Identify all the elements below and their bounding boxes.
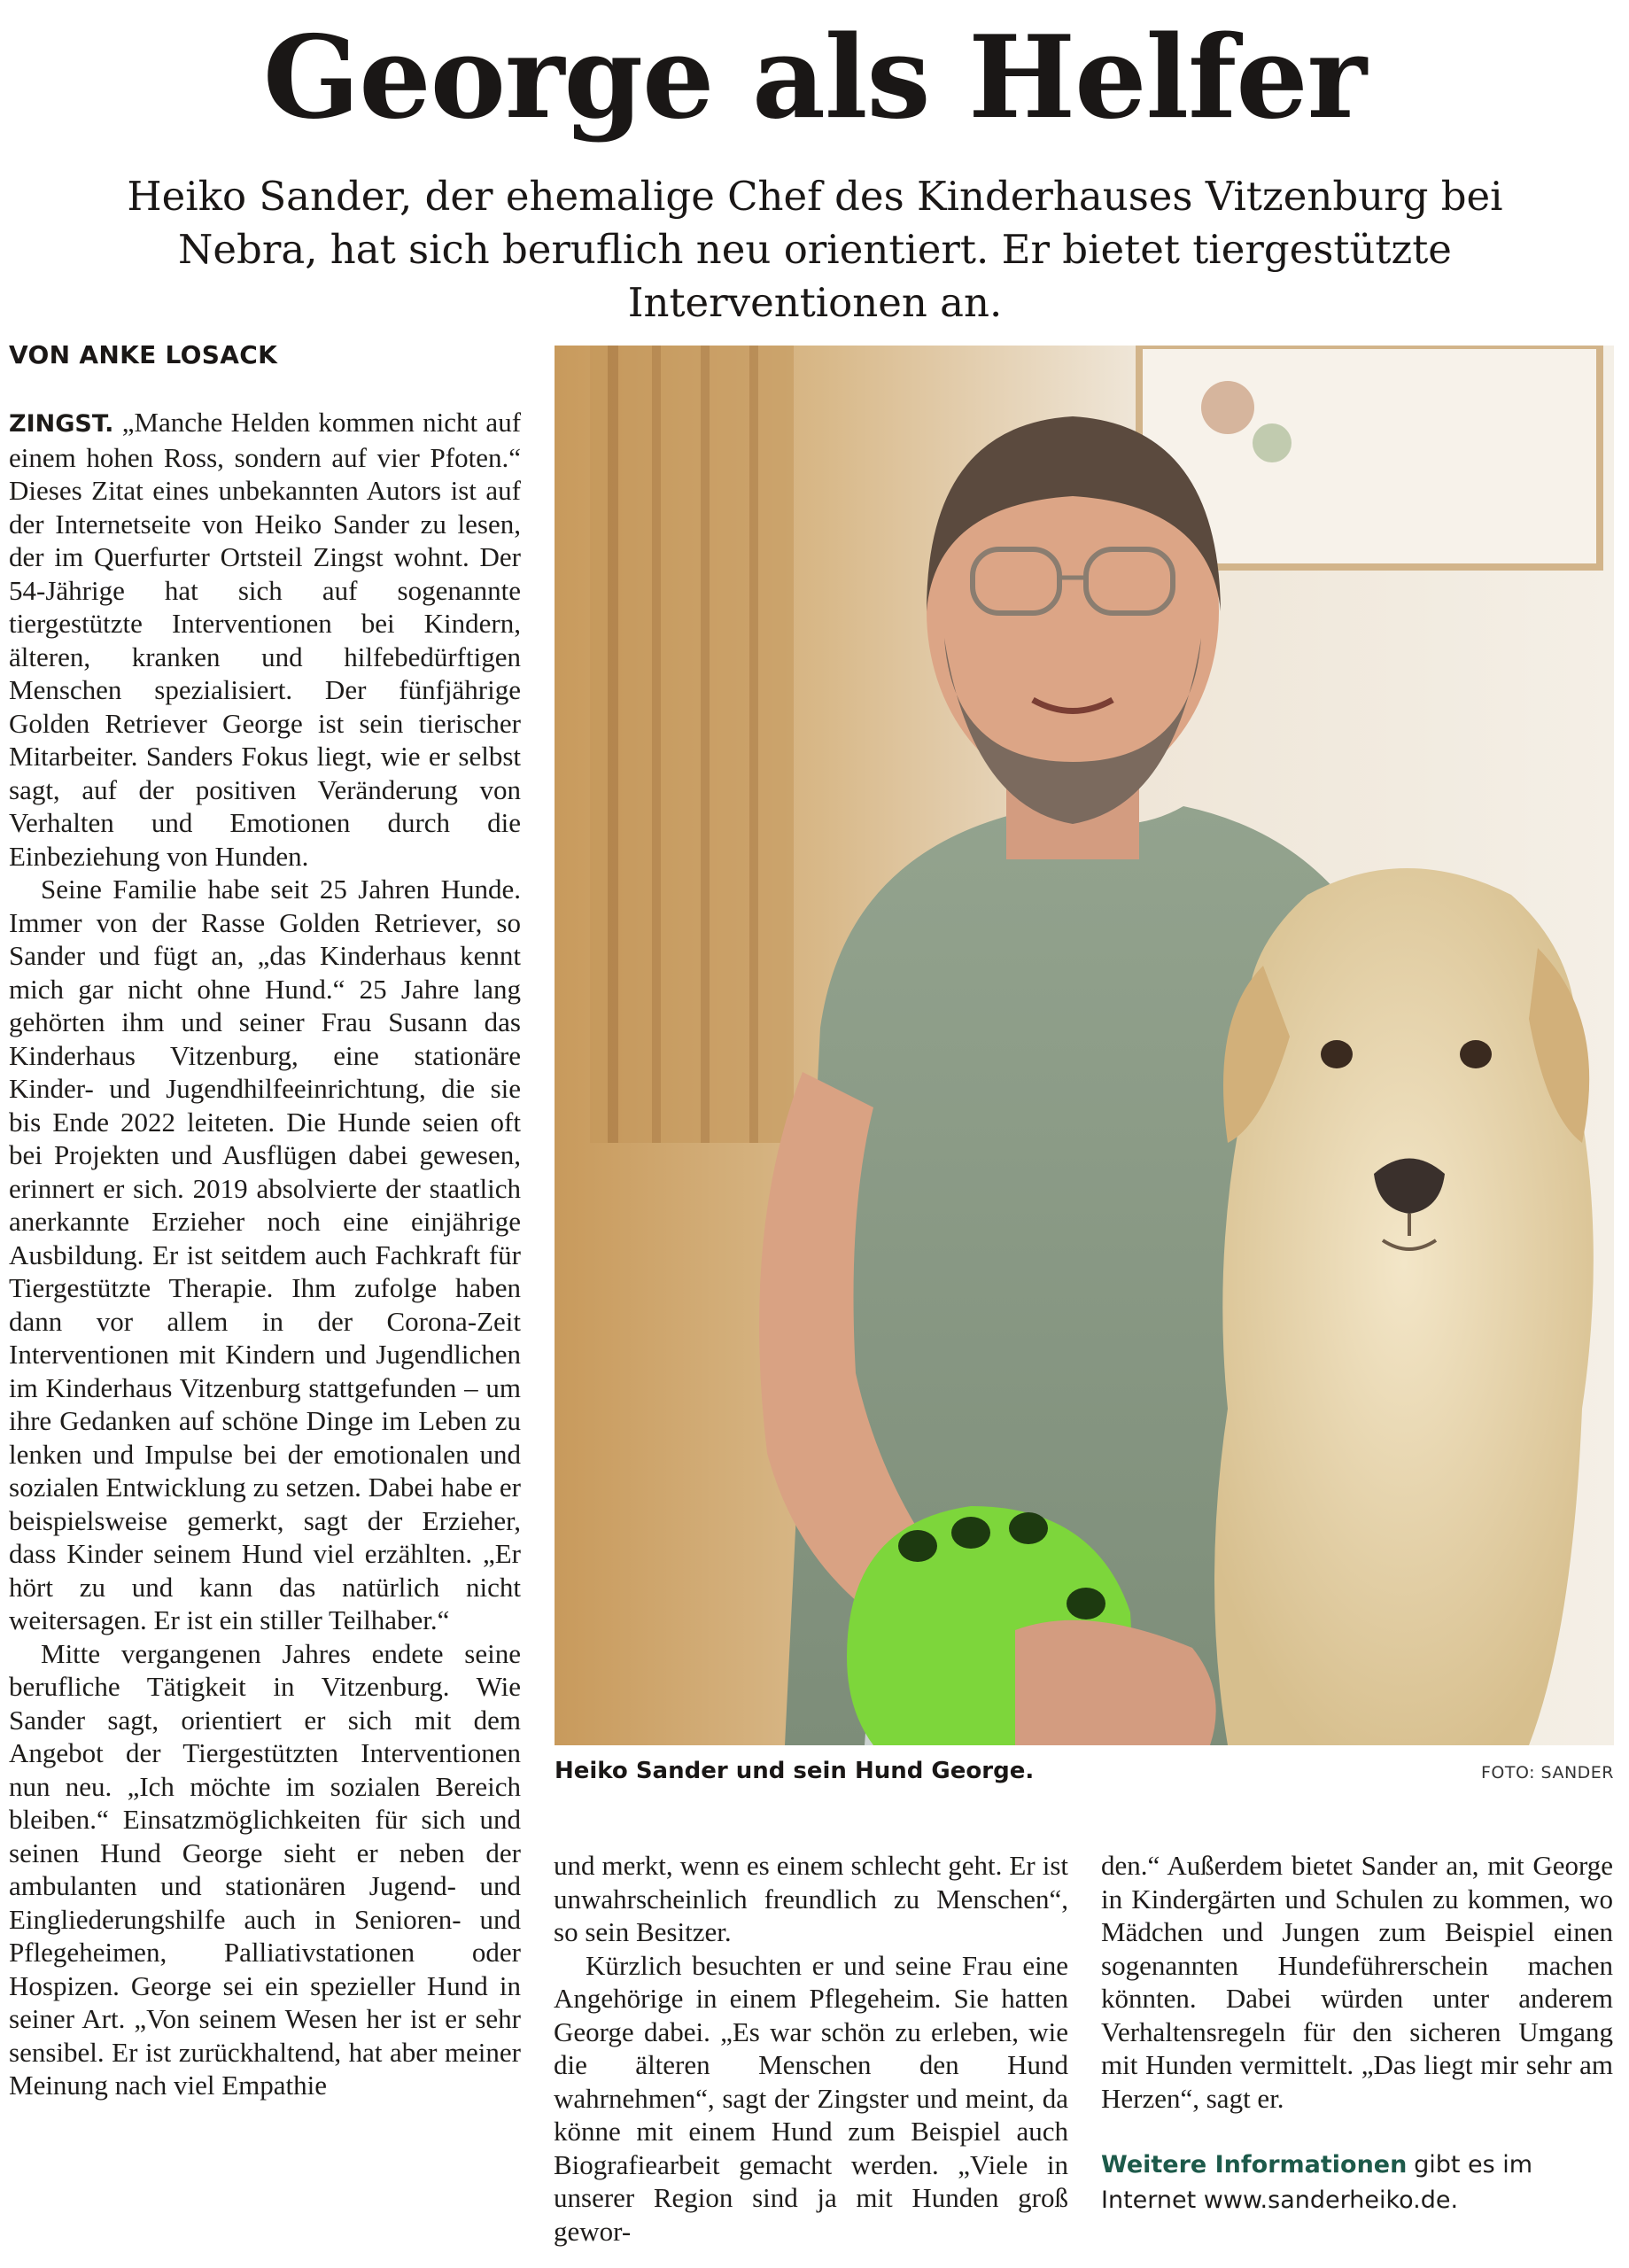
- article-paragraph: Mitte vergangenen Jahres endete seine berufliche Tätigkeit in Vitzenburg. Wie Sander sagt, orientiert er sich mit dem Angebot der Tiergestützten Interventionen nun neu. „Ich möchte im sozialen Bereich bleiben.“ Einsatzmöglichkeiten für sich und seinen Hund George sieht er neben der ambulanten und stationären Jugend- und Eingliederungshilfe auch in Senioren- und Pflegeheimen, Palliativstationen oder Hospizen. George sei ein spezieller Hund in seiner Art. „Von seinem Wesen her ist er sehr sensibel. Er ist zurückhaltend, hat aber meiner Meinung nach viel Empathie: [9, 1637, 521, 2101]
- article-paragraph: [9, 406, 521, 873]
- byline: VON ANKE LOSACK: [9, 340, 278, 369]
- article-paragraph: und merkt, wenn es einem schlecht geht. Er ist unwahrscheinlich freundlich zu Menschen“, so sein Besitzer.: [554, 1850, 1068, 1947]
- article-paragraph: den.“ Außerdem bietet Sander an, mit George in Kindergärten und Schulen zu kommen, wo Mädchen und Jungen zum Beispiel einen sogenannten Hundeführerschein machen könnten. Dabei würden unter anderem Verhaltensregeln für den sicheren Umgang mit Hunden vermittelt. „Das liegt mir sehr am Herzen“, sagt er.: [1101, 1850, 1613, 2114]
- article-photo: [555, 346, 1614, 1745]
- photo-caption: Heiko Sander und sein Hund George.: [555, 1758, 1035, 1784]
- info-box: [1101, 2147, 1613, 2217]
- photo-credit: FOTO: SANDER: [1480, 1763, 1614, 1783]
- headline: George als Helfer: [262, 12, 1367, 144]
- article-column-1: [9, 406, 521, 2262]
- info-lead: Weitere Informationen: [1101, 2151, 1408, 2179]
- paragraph-text: „Manche Helden kommen nicht auf einem hohen Ross, sondern auf vier Pfoten.“ Dieses Zitat eines unbekannten Autors ist auf der Internetseite von Heiko Sander zu lesen, der im Querfurter Ortsteil Zingst wohnt. Der 54-Jährige hat sich auf sogenannte tiergestützte Interventionen bei Kindern, älteren, kranken und hilfebedürftigen Menschen spezialisiert. Der fünfjährige Golden Retriever George ist sein tierischer Mitarbeiter. Sanders Fokus liegt, wie er selbst sagt, auf der positiven Veränderung von Verhalten und Emotionen durch die Einbeziehung von Hunden.: [9, 407, 522, 872]
- subheadline: Heiko Sander, der ehemalige Chef des Kinderhauses Vitzenburg bei Nebra, hat sich beruflich neu orientiert. Er bietet tiergestützte Interventionen an.: [127, 173, 1503, 326]
- article-column-2: [554, 1849, 1068, 2265]
- article-column-3: [1101, 1849, 1613, 2265]
- dateline: ZINGST.: [9, 410, 114, 438]
- info-text: gibt es im Internet www.sanderheiko.de.: [1101, 2151, 1533, 2214]
- article-paragraph: Seine Familie habe seit 25 Jahren Hunde. Immer von der Rasse Golden Retriever, so Sander und fügt an, „das Kinderhaus kennt mich gar nicht ohne Hund.“ 25 Jahre lang gehörten ihm und seiner Frau Susann das Kinderhaus Vitzenburg, eine stationäre Kinder- und Jugendhilfeeinrichtung, die sie bis Ende 2022 leiteten. Die Hunde seien oft bei Projekten und Ausflügen dabei gewesen, erinnert er sich. 2019 absolvierte der staatlich anerkannte Erzieher noch eine einjährige Ausbildung. Er ist seitdem auch Fachkraft für Tiergestützte Therapie. Ihm zufolge haben dann vor allem in der Corona-Zeit Interventionen mit Kindern und Jugendlichen im Kinderhaus Vitzenburg stattgefunden – um ihre Gedanken auf schöne Dinge im Leben zu lenken und Impulse bei der emotionalen und sozialen Entwicklung zu setzen. Dabei habe er beispielsweise gemerkt, sagt der Erzieher, dass Kinder seinem Hund viel erzählten. „Er hört zu und kann das natürlich nicht weitersagen. Er ist ein stiller Teilhaber.“: [9, 874, 521, 1635]
- article-paragraph: Kürzlich besuchten er und seine Frau eine Angehörige in einem Pflegeheim. Sie hatten George dabei. „Es war schön zu erleben, wie die älteren Menschen den Hund wahrnehmen“, sagt der Zingster und meint, da könne mit einem Hund zum Beispiel auch Biografiearbeit gemacht werden. „Viele in unserer Region sind ja mit Hunden groß gewor-: [554, 1949, 1068, 2247]
